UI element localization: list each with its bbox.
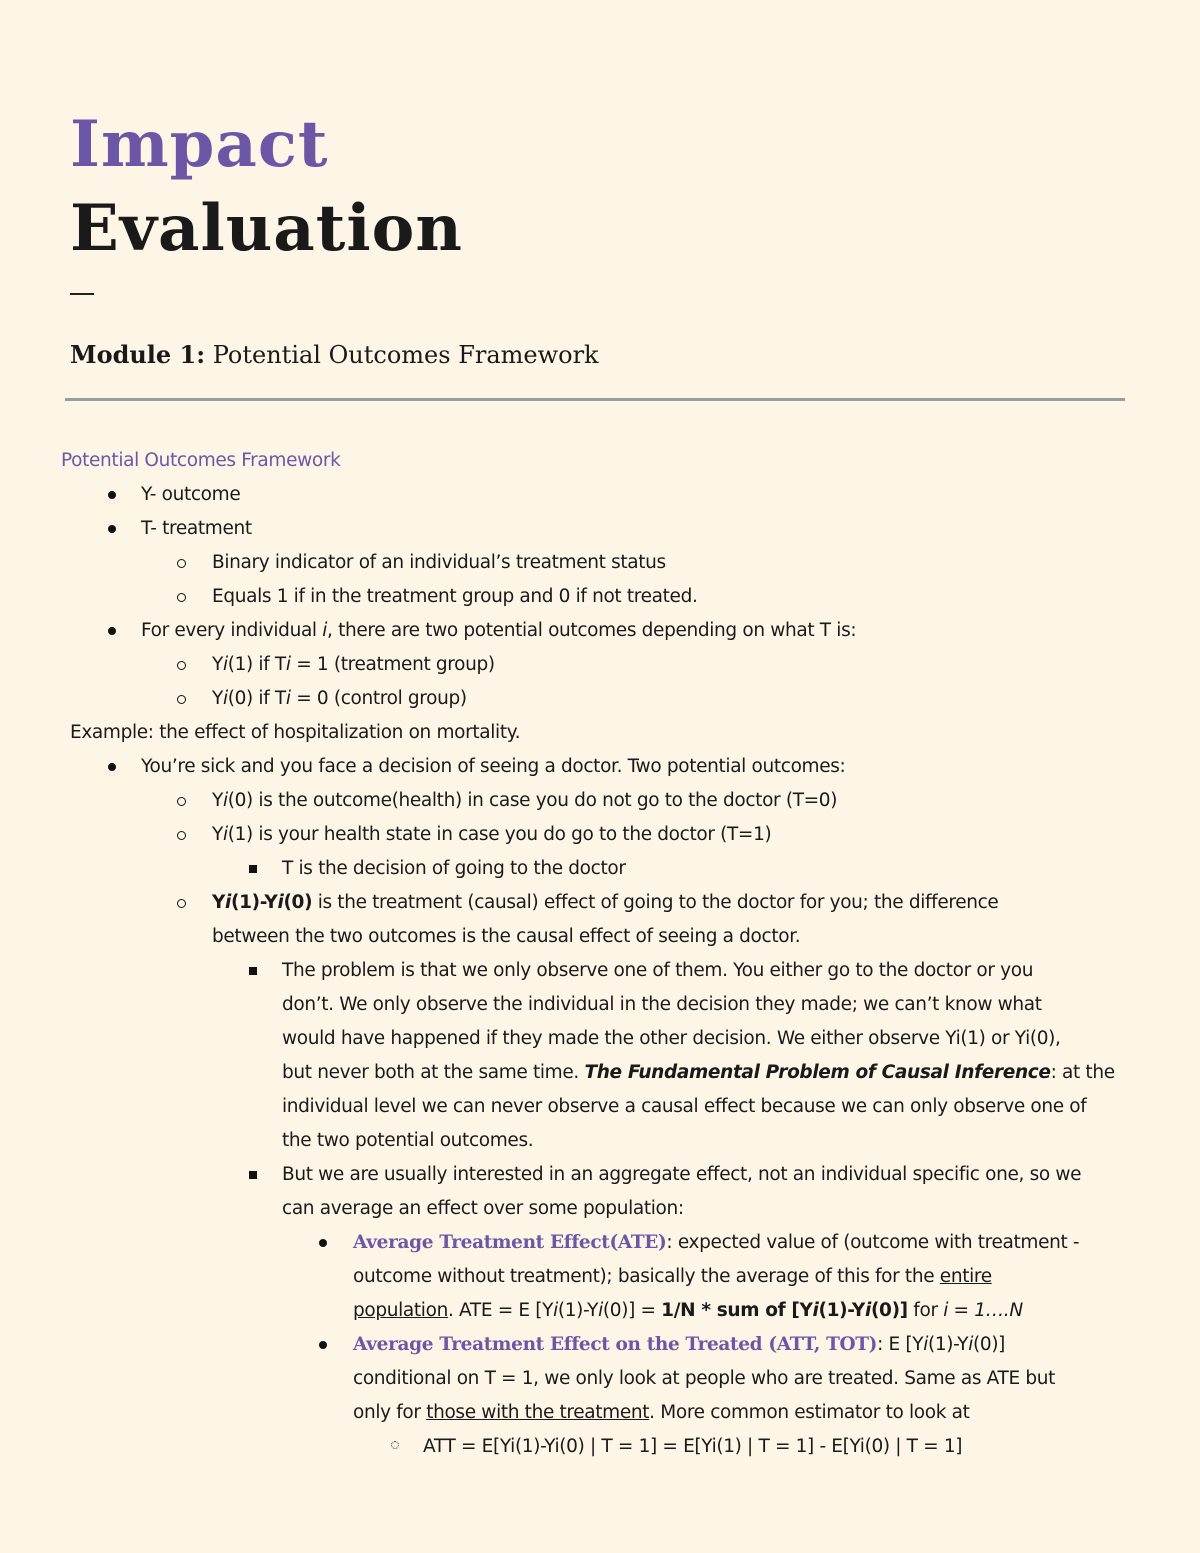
text-run: : E [Y (877, 1334, 924, 1355)
text-run: i (225, 892, 232, 913)
text-run: , there are two potential outcomes depending on what T is: (327, 620, 857, 641)
ate-term: Average Treatment Effect(ATE) (353, 1232, 667, 1253)
text-run: entire (939, 1266, 992, 1287)
module-name: Potential Outcomes Framework (212, 341, 599, 369)
text-run: (0)] (870, 1300, 908, 1321)
att-term: Average Treatment Effect on the Treated (ATT, TOT) (353, 1334, 878, 1355)
list-item-continuation: would have happened if they made the other decision. We either observe Yi(1) or Yi(0), (282, 1028, 1061, 1049)
text-run: . More common estimator to look at (649, 1402, 970, 1423)
bullet-disc (108, 763, 116, 771)
text-run: only for (353, 1402, 427, 1423)
list-item-continuation: the two potential outcomes. (282, 1130, 534, 1151)
text-run: For every individual (141, 620, 323, 641)
list-item (353, 1226, 1079, 1260)
bullet-disc (319, 1341, 327, 1349)
att-formula: ATT = E[Yi(1)-Yi(0) | T = 1] = E[Yi(1) | T = 1] - E[Yi(0) | T = 1] (423, 1436, 963, 1457)
list-item: But we are usually interested in an aggregate effect, not an individual specific one, so we (282, 1164, 1082, 1185)
title-dash (70, 293, 94, 295)
module-label: Module 1: (70, 340, 206, 369)
text-run: i = 1….N (943, 1300, 1023, 1321)
text-run: but never both at the same time. (282, 1062, 585, 1083)
text-run: (1)-Y (927, 1334, 969, 1355)
text-run: outcome without treatment); basically the average of this for the (353, 1266, 940, 1287)
bullet-disc (108, 627, 116, 635)
list-item-continuation (353, 1294, 1023, 1328)
bullet-circle (177, 559, 186, 568)
list-item-continuation: conditional on T = 1, we only look at people who are treated. Same as ATE but (353, 1368, 1055, 1389)
text-run: : expected value of (outcome with treatment - (666, 1232, 1080, 1253)
list-item (212, 818, 771, 852)
list-item (212, 784, 837, 818)
list-item (212, 682, 467, 716)
bullet-dotted-circle (391, 1441, 399, 1449)
list-item: T- treatment (141, 518, 252, 539)
text-run: = 1 (treatment group) (290, 654, 495, 675)
bullet-circle (177, 899, 186, 908)
text-run: (1) if T (227, 654, 286, 675)
text-run: . ATE = E [Y (447, 1300, 554, 1321)
section-heading: Potential Outcomes Framework (61, 450, 341, 471)
text-run: i (968, 1334, 974, 1355)
text-run: i (553, 1300, 558, 1321)
text-run: i (598, 1300, 603, 1321)
list-item (212, 886, 998, 920)
list-item (212, 648, 495, 682)
bullet-disc (319, 1239, 327, 1247)
text-run: (1)-Y (231, 892, 278, 913)
example-line: Example: the effect of hospitalization on mortality. (70, 722, 521, 743)
list-item-continuation (282, 1056, 1115, 1090)
bullet-disc (108, 491, 116, 499)
text-run: i (864, 1300, 871, 1321)
text-run: Y (212, 688, 223, 709)
text-run: : at the (1050, 1062, 1115, 1083)
list-item-continuation: can average an effect over some population: (282, 1198, 684, 1219)
text-run: Y (212, 790, 223, 811)
list-item (353, 1328, 1005, 1362)
title-line-2: Evaluation (70, 191, 463, 266)
text-run: (1)-Y (818, 1300, 865, 1321)
text-run: Y (212, 824, 223, 845)
bullet-square (249, 967, 257, 975)
fundamental-problem-term: The Fundamental Problem of Causal Inference (584, 1062, 1051, 1083)
bullet-circle (177, 831, 186, 840)
list-item (141, 614, 856, 648)
text-run: 1/N * sum of [Y (661, 1300, 813, 1321)
list-item-continuation (353, 1260, 992, 1294)
list-item: You’re sick and you face a decision of seeing a doctor. Two potential outcomes: (141, 756, 846, 777)
text-run: (0)] = (602, 1300, 662, 1321)
text-run: (0) is the outcome(health) in case you do not go to the doctor (T=0) (227, 790, 838, 811)
text-run: (0)] (973, 1334, 1006, 1355)
list-item: Binary indicator of an individual’s treatment status (212, 552, 666, 573)
text-run: (1) is your health state in case you do go to the doctor (T=1) (227, 824, 772, 845)
text-run: those with the treatment (426, 1402, 650, 1423)
bullet-square (249, 1171, 257, 1179)
text-run: i (812, 1300, 819, 1321)
list-item-continuation: individual level we can never observe a causal effect because we can only observe one of (282, 1096, 1087, 1117)
text-run: i (285, 688, 291, 709)
text-run: for (907, 1300, 944, 1321)
bullet-circle (177, 695, 186, 704)
text-run: Y (212, 892, 226, 913)
list-item: Equals 1 if in the treatment group and 0 if not treated. (212, 586, 698, 607)
text-run: i (222, 688, 228, 709)
text-run: i (923, 1334, 928, 1355)
text-run: (1)-Y (557, 1300, 599, 1321)
text-run: i (277, 892, 284, 913)
list-item-continuation: between the two outcomes is the causal effect of seeing a doctor. (212, 926, 801, 947)
text-run: i (285, 654, 291, 675)
bullet-circle (177, 661, 186, 670)
list-item: T is the decision of going to the doctor (282, 858, 626, 879)
text-run: (0) if T (227, 688, 286, 709)
text-run: (0) (283, 892, 313, 913)
title-line-1: Impact (70, 107, 329, 182)
bullet-disc (108, 525, 116, 533)
list-item-continuation: don’t. We only observe the individual in the decision they made; we can’t know what (282, 994, 1042, 1015)
bullet-circle (177, 593, 186, 602)
horizontal-rule (65, 398, 1125, 401)
text-run: population (353, 1300, 448, 1321)
list-item: Y- outcome (141, 484, 241, 505)
list-item-continuation (353, 1396, 969, 1430)
text-run: i (222, 790, 228, 811)
module-heading (70, 340, 599, 369)
list-item: The problem is that we only observe one of them. You either go to the doctor or you (282, 960, 1034, 981)
bullet-circle (177, 797, 186, 806)
text-run: Y (212, 654, 223, 675)
text-run: i (222, 654, 228, 675)
text-run: is the treatment (causal) effect of going to the doctor for you; the difference (312, 892, 999, 913)
text-run: i (222, 824, 228, 845)
bullet-square (249, 865, 257, 873)
text-run: = 0 (control group) (290, 688, 467, 709)
text-run: i (322, 620, 328, 641)
